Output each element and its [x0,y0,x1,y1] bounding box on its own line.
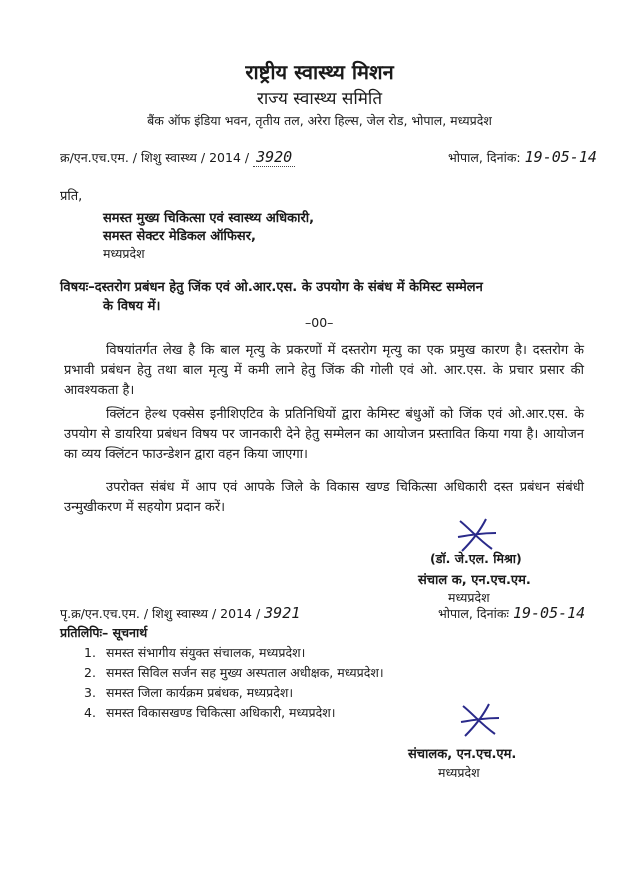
list-item-text: समस्त सिविल सर्जन सह मुख्य अस्पताल अधीक्षक, मध्यप्रदेश। [106,665,384,680]
reference-number-handwritten: 3920 [253,148,295,167]
list-item [84,664,384,681]
endorsement-number-handwritten: 3921 [264,604,301,622]
recipient-line-1: समस्त मुख्य चिकित्सा एवं स्वास्थ्य अधिकारी, [103,211,315,226]
signature-2-state: मध्यप्रदेश [438,765,480,780]
signature-2-designation: संचालक, एन.एच.एम. [408,747,517,762]
signature-1-mark [452,515,502,555]
subject-line-2: के विषय में। [103,299,161,314]
list-item-number: 4. [84,705,96,720]
list-item-number: 1. [84,645,96,660]
body-paragraph-1 [64,341,584,401]
signature-1-designation: संचाल क, एन.एच.एम. [418,573,531,588]
recipient-line-2: समस्त सेक्टर मेडिकल ऑफिसर, [103,229,256,244]
list-item [84,644,305,661]
signature-2-mark [455,700,505,740]
endorsement-number-prefix: पृ.क्र/एन.एच.एम. / शिशु स्वास्थ्य / 2014 / [60,606,261,621]
endorsement-number [60,604,300,622]
body-paragraph-3 [64,478,584,518]
list-item-text: समस्त संभागीय संयुक्त संचालक, मध्यप्रदेश। [106,645,306,660]
org-address: बैंक ऑफ इंडिया भवन, तृतीय तल, अरेरा हिल्स, जेल रोड, भोपाल, मध्यप्रदेश [147,113,492,128]
org-title: राष्ट्रीय स्वास्थ्य मिशन [245,60,394,84]
list-item-number: 3. [84,685,96,700]
body-paragraph-3-text: उपरोक्त संबंध में आप एवं आपके जिले के विकास खण्ड चिकित्सा अधिकारी दस्त प्रबंधन संबंधी उन्मुखीकरण में सहयोग प्रदान करें। [64,480,584,515]
endorsement-date [438,604,585,622]
salutation: प्रति, [60,189,83,204]
org-subtitle: राज्य स्वास्थ्य समिति [256,89,383,109]
endorsement-date-label: भोपाल, दिनांकः [438,606,509,621]
list-item [84,704,335,721]
list-item [84,684,293,701]
recipient-line-3: मध्यप्रदेश [103,246,145,261]
reference-date-handwritten: 19-05-14 [524,148,597,166]
endorsement-date-handwritten: 19-05-14 [512,604,586,622]
copy-to-label: प्रतिलिपिः– सूचनार्थ [60,625,148,640]
body-paragraph-2-text: क्लिंटन हेल्थ एक्सेस इनीशिएटिव के प्रतिनिधियों द्वारा केमिस्ट बंधुओं को जिंक एवं ओ.आर.एस. के उपयोग से डायरिया प्रबंधन विषय पर जानकारी देने हेतु सम्मेलन का आयोजन प्रस्तावित किया गया है। आयोजन का व्यय क्लिंटन फाउन्डेशन द्वारा वहन किया जाएगा। [64,407,584,462]
signature-1-state: मध्यप्रदेश [448,590,490,605]
body-paragraph-2 [64,405,584,465]
body-paragraph-1-text: विषयांतर्गत लेख है कि बाल मृत्यु के प्रकरणों में दस्तरोग मृत्यु का एक प्रमुख कारण है। दस्तरोग के प्रभावी प्रबंधन हेतु तथा बाल मृत्यु में कमी लाने हेतु जिंक की गोली एवं ओ. आर.एस. के प्रचार प्रसार की आवश्यकता है। [64,343,584,398]
subject-separator: –00– [305,315,334,330]
reference-date-label: भोपाल, दिनांक: [448,150,521,165]
reference-number [60,148,295,166]
signature-1-name: (डॉ. जे.एल. मिश्रा) [430,551,522,566]
list-item-number: 2. [84,665,96,680]
subject-line-1: विषयः–दस्तरोग प्रबंधन हेतु जिंक एवं ओ.आर.एस. के उपयोग के संबंध में केमिस्ट सम्मेलन [60,280,483,295]
reference-date [448,148,597,166]
list-item-text: समस्त जिला कार्यक्रम प्रबंधक, मध्यप्रदेश। [106,685,294,700]
list-item-text: समस्त विकासखण्ड चिकित्सा अधिकारी, मध्यप्रदेश। [106,705,336,720]
reference-number-prefix: क्र/एन.एच.एम. / शिशु स्वास्थ्य / 2014 / [60,150,250,165]
